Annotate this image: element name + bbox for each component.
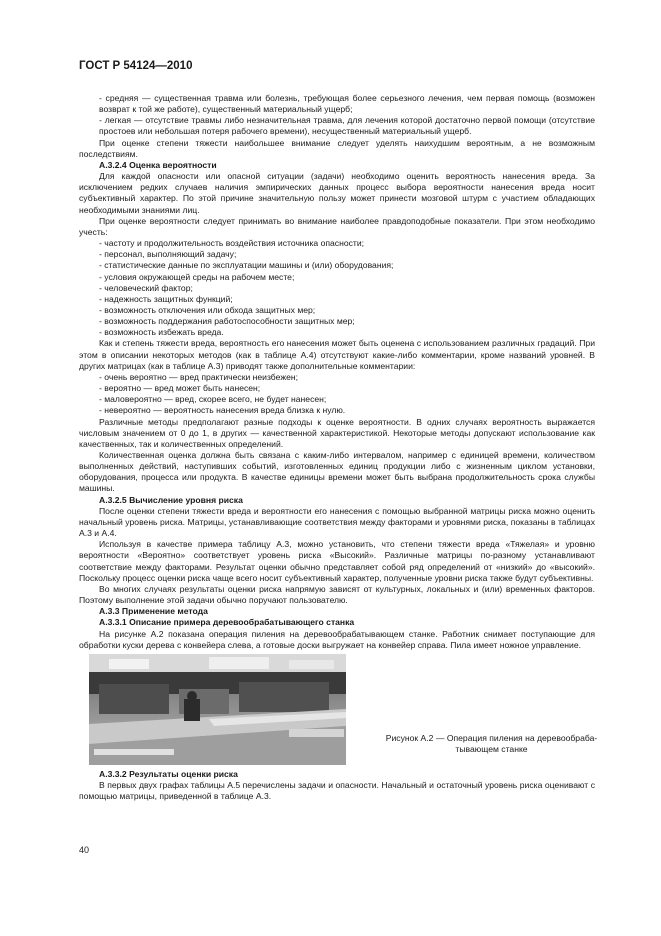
section-heading: А.3.3.2 Результаты оценки риска (99, 768, 238, 779)
figure-caption-line-1: Рисунок А.2 — Операция пиления на деревообраба- (385, 732, 598, 743)
list-item: - средняя — существенная травма или болезнь, требующая более серьезного лечения, чем первая помощь (возможен возврат к той же работе), существенный материальный ущерб; (99, 93, 595, 115)
list-item: - возможность избежать вреда. (99, 327, 224, 338)
list-item: - возможность поддержания работоспособности защитных мер; (99, 316, 355, 327)
section-heading: А.3.3.1 Описание примера деревообрабатывающего станка (99, 617, 355, 628)
paragraph: Во многих случаях результаты оценки риска напрямую зависят от культурных, локальных и (или) временных факторов. Поэтому выполнение этой задачи обычно поручают пользователю. (79, 583, 595, 606)
paragraph: Количественная оценка должна быть связана с каким-либо интервалом, например с единицей времени, количеством выполненных действий, наступивших событий, изготовленных единиц продукции либо с жизненным циклом установки, оборудования, процесса или продукта. В качестве единицы времени может быть выбрана продолжительность срока службы машины. (79, 450, 595, 494)
text-blocks (79, 93, 595, 651)
list-item: - вероятно — вред может быть нанесен; (99, 383, 261, 394)
paragraph: После оценки степени тяжести вреда и вероятности его нанесения с помощью выбранной матрицы риска можно оценить начальный уровень риска. Матрицы, устанавливающие соответствия между факторами и уровнями риска, показаны в таблицах А.3 и А.4. (79, 505, 595, 539)
paragraph: Используя в качестве примера таблицу А.3, можно установить, что степени тяжести вреда «Тяжелая» и уровню вероятности «Вероятно» соответствует уровень риска «Высокий». Различные матрицы по-разному устанавливают соответствие между факторами. Результат оценки обычно представляет собой ряд определений от «низкий» до «высокий». Поскольку процесс оценки риска чаще всего носит субъективный характер, полученные уровни риска также будут субъективны. (79, 539, 595, 583)
list-item: - условия окружающей среды на рабочем месте; (99, 271, 295, 282)
page-content (79, 93, 598, 802)
list-item: - легкая — отсутствие травмы либо незначительная травма, для лечения которой достаточно первой помощи (отсутствие простоев или небольшая потеря рабочего времени), несущественный материальный ущерб. (99, 115, 595, 137)
paragraph: Как и степень тяжести вреда, вероятность его нанесения может быть оценена с использованием различных градаций. При этом в описании некоторых методов (как в таблице А.4) отсутствуют какие-либо комментарии, кроме названий уровней. В других матрицах (как в таблице А.3) приводят также дополнительные комментарии: (79, 338, 595, 371)
paragraph: При оценке степени тяжести наибольшее внимание следует уделять наихудшим вероятным, а не возможным последствиям. (79, 137, 595, 159)
paragraph: Различные методы предполагают разные подходы к оценке вероятности. В одних случаях вероятность выражается числовым значением от 0 до 1, в других — качественной характеристикой. Некоторые методы допускают использование как качественных, так и количественных определений. (79, 416, 595, 449)
list-item: - маловероятно — вред, скорее всего, не будет нанесен; (99, 394, 327, 405)
list-item: - персонал, выполняющий задачу; (99, 249, 237, 260)
figure-a2 (79, 654, 598, 766)
list-item: - очень вероятно — вред практически неизбежен; (99, 371, 298, 382)
page-number: 40 (79, 845, 90, 855)
figure-caption (364, 733, 619, 756)
list-item: - возможность отключения или обхода защитных мер; (99, 304, 316, 315)
document-header: ГОСТ Р 54124—2010 (79, 60, 193, 72)
section-heading: А.3.3 Применение метода (99, 606, 208, 617)
paragraph: При оценке вероятности следует принимать во внимание наиболее правдоподобные показатели. При этом необходимо учесть: (79, 215, 595, 237)
sawing-operation-photo (89, 654, 346, 765)
paragraph: На рисунке А.2 показана операция пиления на деревообрабатывающем станке. Работник снимает поступающие для обработки куски дерева с конвейера слева, а готовые доски выгружает на конвейер справа. Пила имеет ножное управление. (79, 628, 595, 650)
list-item: - надежность защитных функций; (99, 293, 233, 304)
paragraph: В первых двух графах таблицы А.5 перечислены задачи и опасности. Начальный и остаточный уровень риска оценивают с помощью матрицы, приведенной в таблице А.3. (79, 779, 595, 802)
text-blocks-after-figure (79, 769, 595, 802)
list-item: - человеческий фактор; (99, 282, 193, 293)
figure-caption-line-2: тывающем станке (455, 744, 528, 755)
list-item: - невероятно — вероятность нанесения вреда близка к нулю. (99, 405, 346, 416)
section-heading: А.3.2.5 Вычисление уровня риска (99, 494, 243, 505)
paragraph: Для каждой опасности или опасной ситуации (задачи) необходимо оценить вероятность нанесения вреда. За исключением редких случаев наличия эмпирических данных процесс выбора вероятности нанесения вреда носит субъективный характер. По этой причине значительную пользу может принести мозговой штурм с участием обладающих необходимыми знаниями лиц. (79, 171, 595, 215)
list-item: - статистические данные по эксплуатации машины и (или) оборудования; (99, 260, 394, 271)
section-heading: А.3.2.4 Оценка вероятности (99, 159, 217, 170)
list-item: - частоту и продолжительность воздействия источника опасности; (99, 238, 365, 249)
